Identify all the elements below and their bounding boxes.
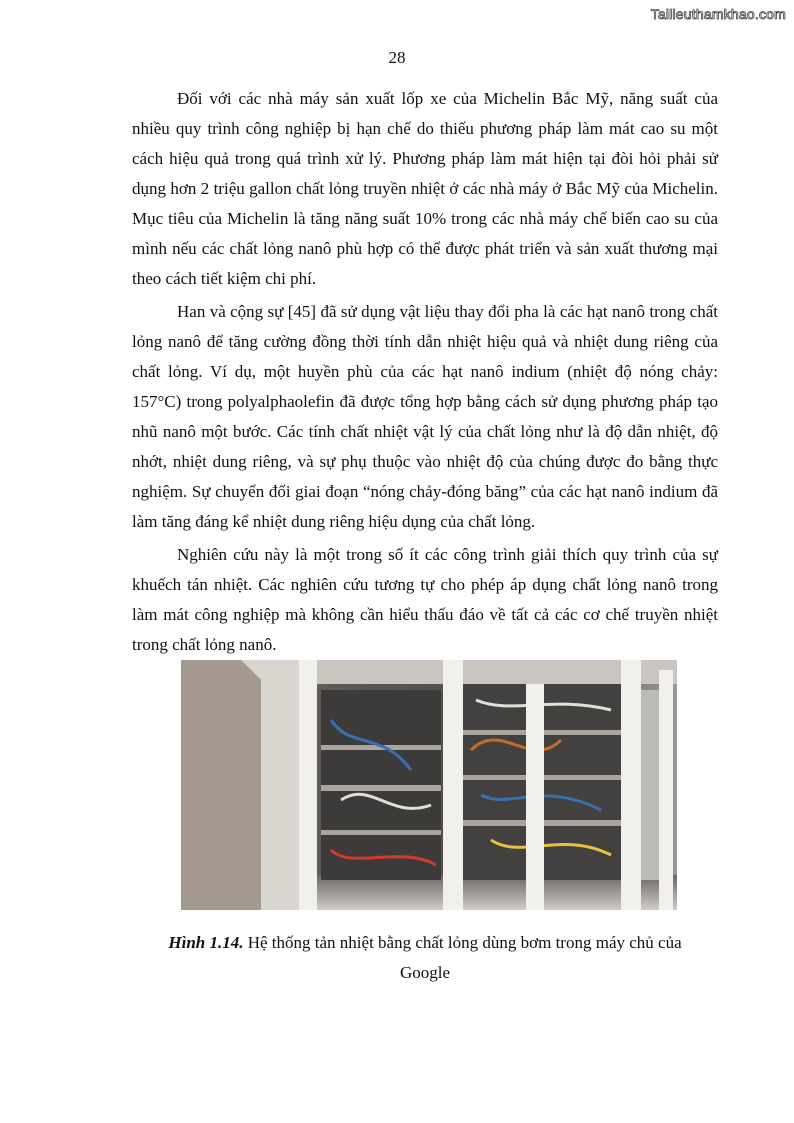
figure-server-photo	[181, 660, 677, 910]
server-rack-illustration	[181, 660, 677, 910]
figure-label: Hình 1.14.	[168, 933, 244, 952]
body-text	[132, 84, 718, 663]
figure-caption-text: Hệ thống tản nhiệt bằng chất lỏng dùng bơm trong máy chủ của Google	[243, 933, 682, 982]
paragraph: Han và cộng sự [45] đã sử dụng vật liệu thay đổi pha là các hạt nanô trong chất lỏng nanô để tăng cường đồng thời tính dẫn nhiệt hiệu quả và nhiệt dung riêng của chất lỏng. Ví dụ, một huyền phù của các hạt nanô indium (nhiệt độ nóng chảy: 157°C) trong polyalphaolefin đã được tổng hợp bằng cách sử dụng phương pháp tạo nhũ nanô một bước. Các tính chất nhiệt vật lý của chất lỏng như là độ dẫn nhiệt, độ nhớt, nhiệt dung riêng, và sự phụ thuộc vào nhiệt độ của chúng được đo bằng thực nghiệm. Sự chuyển đổi giai đoạn “nóng chảy-đóng băng” của các hạt nanô indium đã làm tăng đáng kể nhiệt dung riêng hiệu dụng của chất lỏng.	[132, 302, 718, 531]
figure-caption	[150, 928, 700, 988]
page-number: 28	[388, 48, 406, 67]
watermark: Tailieuthamkhao.com	[650, 6, 786, 22]
paragraph: Đối với các nhà máy sản xuất lốp xe của Michelin Bắc Mỹ, năng suất của nhiều quy trình công nghiệp bị hạn chế do thiếu phương pháp làm mát cao su một cách hiệu quả trong quá trình xử lý. Phương pháp làm mát hiện tại đòi hỏi phải sử dụng hơn 2 triệu gallon chất lỏng truyền nhiệt ở các nhà máy ở Bắc Mỹ của Michelin. Mục tiêu của Michelin là tăng năng suất 10% trong các nhà máy chế biến cao su của mình nếu các chất lỏng nanô phù hợp có thể được phát triển và sản xuất thương mại theo cách tiết kiệm chi phí.	[132, 89, 718, 288]
paragraph: Nghiên cứu này là một trong số ít các công trình giải thích quy trình của sự khuếch tán nhiệt. Các nghiên cứu tương tự cho phép áp dụng chất lỏng nanô trong làm mát công nghiệp mà không cần hiểu thấu đáo về tất cả các cơ chế truyền nhiệt trong chất lỏng nanô.	[132, 545, 718, 654]
